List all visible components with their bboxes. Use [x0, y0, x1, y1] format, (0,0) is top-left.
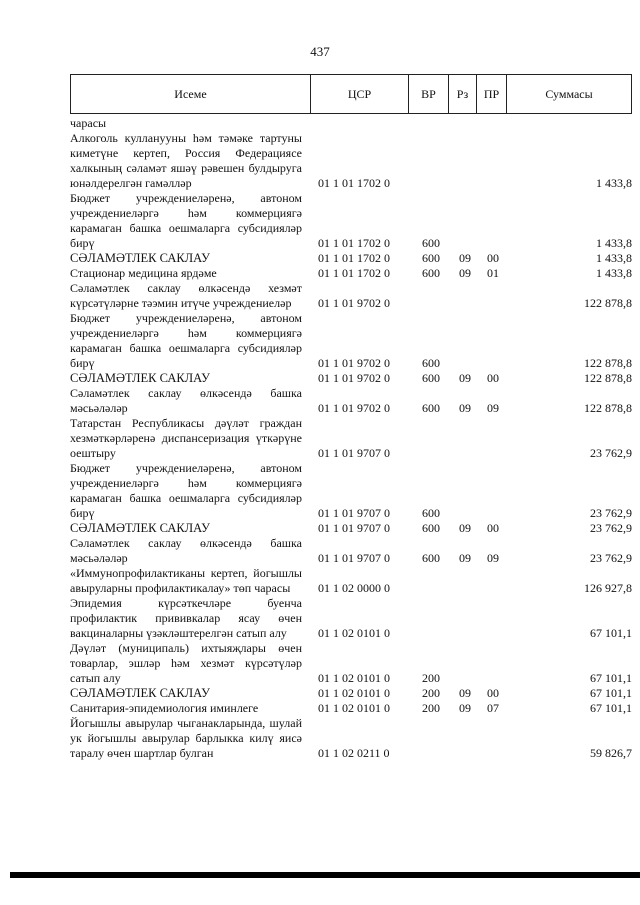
table-row	[70, 116, 632, 131]
row-sum: 67 101,1	[590, 626, 632, 640]
row-vr: 600	[422, 236, 440, 250]
row-pr: 01	[487, 266, 499, 280]
row-pr: 09	[487, 551, 499, 565]
table-row	[70, 281, 632, 311]
row-csr: 01 1 02 0101 0	[318, 701, 390, 715]
page-number: 437	[310, 44, 330, 59]
header-sum: Суммасы	[545, 86, 593, 101]
table-row	[70, 566, 632, 596]
row-sum: 122 878,8	[584, 371, 632, 385]
row-rz: 09	[459, 551, 471, 565]
header-name: Исеме	[71, 75, 311, 113]
row-csr: 01 1 01 9702 0	[318, 356, 390, 370]
row-pr: 00	[487, 251, 499, 265]
row-sum: 67 101,1	[590, 701, 632, 715]
row-name: Стационар медицина ярдәме	[70, 266, 217, 280]
row-sum: 122 878,8	[584, 356, 632, 370]
row-pr: 09	[487, 401, 499, 415]
table-row	[70, 266, 632, 281]
table-row	[70, 191, 632, 251]
row-sum: 67 101,1	[590, 686, 632, 700]
row-sum: 23 762,9	[590, 446, 632, 460]
table-row	[70, 701, 632, 716]
row-csr: 01 1 01 9702 0	[318, 401, 390, 415]
row-rz: 09	[459, 266, 471, 280]
header-rz: Рз	[449, 75, 477, 113]
row-rz: 09	[459, 401, 471, 415]
table-row	[70, 716, 632, 761]
table-row	[70, 311, 632, 371]
table-row	[70, 596, 632, 641]
row-sum: 1 433,8	[596, 266, 632, 280]
row-csr: 01 1 02 0101 0	[318, 671, 390, 685]
row-name: Сәламәтлек саклау өлкәсендә башка мәсьәләләр	[70, 536, 302, 565]
table-row	[70, 386, 632, 416]
row-csr: 01 1 01 1702 0	[318, 236, 390, 250]
row-name: Йогышлы авырулар чыганакларында, шулай ук йогышлы авырулар барлыкка килү яисә таралу өчен шартлар булган	[70, 716, 302, 760]
row-name: Бюджет учреждениеләренә, автоном учреждениеләргә һәм коммерциягә карамаган башка оешмаларга субсидияләр бирү	[70, 311, 302, 370]
table-header	[70, 74, 632, 114]
row-vr: 600	[422, 401, 440, 415]
row-sum: 59 826,7	[590, 746, 632, 760]
table-row	[70, 131, 632, 191]
row-sum: 122 878,8	[584, 401, 632, 415]
row-sum: 23 762,9	[590, 521, 632, 535]
row-name: СӘЛАМӘТЛЕК САКЛАУ	[70, 521, 210, 535]
row-csr: 01 1 01 9707 0	[318, 446, 390, 460]
row-csr: 01 1 02 0101 0	[318, 626, 390, 640]
row-name: Татарстан Республикасы дәүләт граждан хезмәткәрләренә диспансеризация үткәрүне оештыру	[70, 416, 302, 460]
row-rz: 09	[459, 251, 471, 265]
table-row	[70, 686, 632, 701]
row-name: Эпидемия күрсәткечләре буенча профилактик прививкалар ясау өчен вакциналарны үзәкләштерелгән сатып алу	[70, 596, 302, 640]
table-row	[70, 521, 632, 536]
row-sum: 67 101,1	[590, 671, 632, 685]
row-sum: 126 927,8	[584, 581, 632, 595]
table-row	[70, 371, 632, 386]
row-pr: 07	[487, 701, 499, 715]
row-name: Сәламәтлек саклау өлкәсендә хезмәт күрсәтүләрне тәэмин итүче учреждениеләр	[70, 281, 302, 310]
row-vr: 200	[422, 686, 440, 700]
row-name: СӘЛАМӘТЛЕК САКЛАУ	[70, 686, 210, 700]
row-rz: 09	[459, 521, 471, 535]
row-rz: 09	[459, 371, 471, 385]
row-sum: 23 762,9	[590, 506, 632, 520]
table-row	[70, 641, 632, 686]
row-vr: 600	[422, 521, 440, 535]
row-vr: 600	[422, 266, 440, 280]
row-name: «Иммунопрофилактиканы кертеп, йогышлы авыруларны профилактикалау» төп чарасы	[70, 566, 302, 595]
row-pr: 00	[487, 371, 499, 385]
row-csr: 01 1 01 9707 0	[318, 551, 390, 565]
budget-table-body	[70, 116, 632, 761]
row-name: Бюджет учреждениеләренә, автоном учреждениеләргә һәм коммерциягә карамаган башка оешмаларга субсидияләр бирү	[70, 461, 302, 520]
header-pr: ПР	[477, 75, 507, 113]
row-csr: 01 1 01 9707 0	[318, 506, 390, 520]
row-sum: 1 433,8	[596, 236, 632, 250]
row-rz: 09	[459, 701, 471, 715]
row-name: чарасы	[70, 116, 107, 130]
row-name: Сәламәтлек саклау өлкәсендә башка мәсьәләләр	[70, 386, 302, 415]
row-vr: 600	[422, 371, 440, 385]
row-vr: 600	[422, 251, 440, 265]
row-pr: 00	[487, 521, 499, 535]
row-sum: 23 762,9	[590, 551, 632, 565]
row-csr: 01 1 01 9707 0	[318, 521, 390, 535]
row-name: Дәүләт (муниципаль) ихтыяҗлары өчен товарлар, эшләр һәм хезмәт күрсәтүләр сатып алу	[70, 641, 302, 685]
header-csr: ЦСР	[311, 75, 409, 113]
row-csr: 01 1 02 0211 0	[318, 746, 390, 760]
row-vr: 600	[422, 551, 440, 565]
row-sum: 122 878,8	[584, 296, 632, 310]
page-bottom-border	[10, 872, 640, 878]
row-sum: 1 433,8	[596, 251, 632, 265]
row-sum: 1 433,8	[596, 176, 632, 190]
row-vr: 200	[422, 671, 440, 685]
row-rz: 09	[459, 686, 471, 700]
row-csr: 01 1 02 0101 0	[318, 686, 390, 700]
row-name: Санитария-эпидемиология иминлеге	[70, 701, 259, 715]
row-csr: 01 1 02 0000 0	[318, 581, 390, 595]
row-csr: 01 1 01 9702 0	[318, 371, 390, 385]
row-name: Алкоголь кулланууны һәм тәмәке тартуны киметүне кертеп, Россия Федерациясе халкының сәламәт яшәү рәвешен булдыруга юнәлдерелгән гамәлләр	[70, 131, 302, 190]
row-vr: 600	[422, 356, 440, 370]
table-row	[70, 416, 632, 461]
header-vr: ВР	[409, 75, 449, 113]
table-row	[70, 461, 632, 521]
table-row	[70, 536, 632, 566]
row-csr: 01 1 01 9702 0	[318, 296, 390, 310]
row-vr: 200	[422, 701, 440, 715]
row-csr: 01 1 01 1702 0	[318, 176, 390, 190]
table-row	[70, 251, 632, 266]
row-name: Бюджет учреждениеләренә, автоном учреждениеләргә һәм коммерциягә карамаган башка оешмаларга субсидияләр бирү	[70, 191, 302, 250]
row-csr: 01 1 01 1702 0	[318, 251, 390, 265]
row-vr: 600	[422, 506, 440, 520]
row-pr: 00	[487, 686, 499, 700]
row-name: СӘЛАМӘТЛЕК САКЛАУ	[70, 251, 210, 265]
row-csr: 01 1 01 1702 0	[318, 266, 390, 280]
row-name: СӘЛАМӘТЛЕК САКЛАУ	[70, 371, 210, 385]
